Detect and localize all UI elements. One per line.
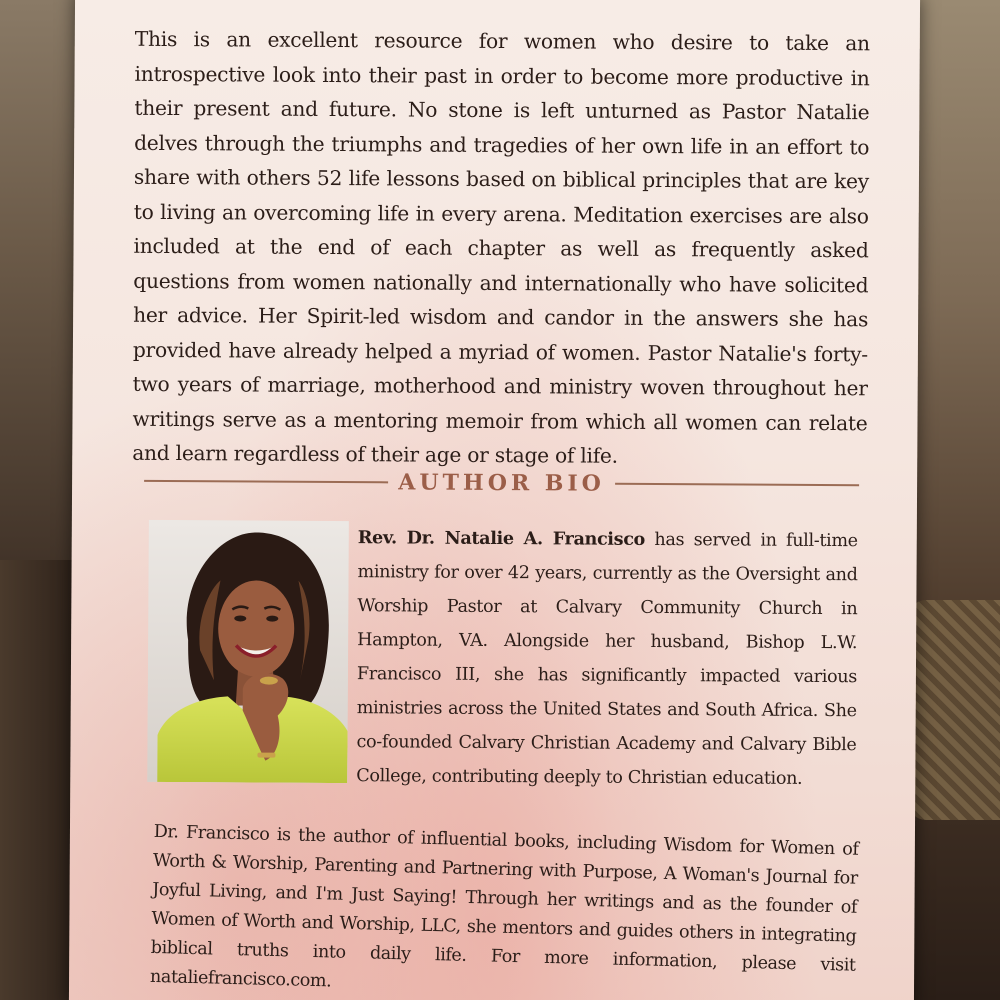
background-wall-right xyxy=(905,0,1000,1000)
background-pillow xyxy=(908,600,1000,820)
author-photo xyxy=(147,520,349,783)
author-bio-heading xyxy=(144,466,859,500)
author-books-text: Dr. Francisco is the author of influential books, including Wisdom for Women of Worth & Worship, Parenting and Partnering with Purpose, A Woman's Journal for Joyful Living, and I'm Just Saying! Through her writings and as the founder of Women of Worth and Worship, LLC, she mentors and guides others in integrating biblical truths into daily life. For more information, please visit nataliefrancisco.com. xyxy=(149,821,859,992)
book-blurb: This is an excellent resource for women who desire to take an introspective look into their past in order to become more productive in their present and future. No stone is left unturned as Pastor Natalie delves through the triumphs and tragedies of her own life in an effort to share with others 52 life lessons based on biblical principles that are key to living an overcoming life in every arena. Meditation exercises are also included at the end of each chapter as well as frequently asked questions from women nationally and internationally who have solicited her advice. Her Spirit-led wisdom and candor in the answers she has provided have already helped a myriad of women. Pastor Natalie's forty-two years of marriage, motherhood and ministry woven throughout her writings serve as a mentoring memoir from which all women can relate and learn regardless of their age or stage of life. xyxy=(132,26,870,468)
author-bio-text xyxy=(356,521,858,796)
author-bio-body: has served in full-time ministry for over 42 years, currently as the Oversight and Worship Pastor at Calvary Community Church in Hampton, VA. Alongside her husband, Bishop L.W. Francisco III, she has significantly impacted various ministries across the United States and South Africa. She co-founded Calvary Christian Academy and Calvary Bible College, contributing deeply to Christian education. xyxy=(356,529,858,789)
divider-right xyxy=(615,483,859,486)
book-back-cover xyxy=(69,0,920,1000)
author-bio-title: AUTHOR BIO xyxy=(398,469,605,497)
background-chair xyxy=(0,560,80,1000)
divider-left xyxy=(144,480,388,483)
author-name: Rev. Dr. Natalie A. Francisco xyxy=(357,527,646,550)
author-portrait-illustration xyxy=(147,520,349,783)
